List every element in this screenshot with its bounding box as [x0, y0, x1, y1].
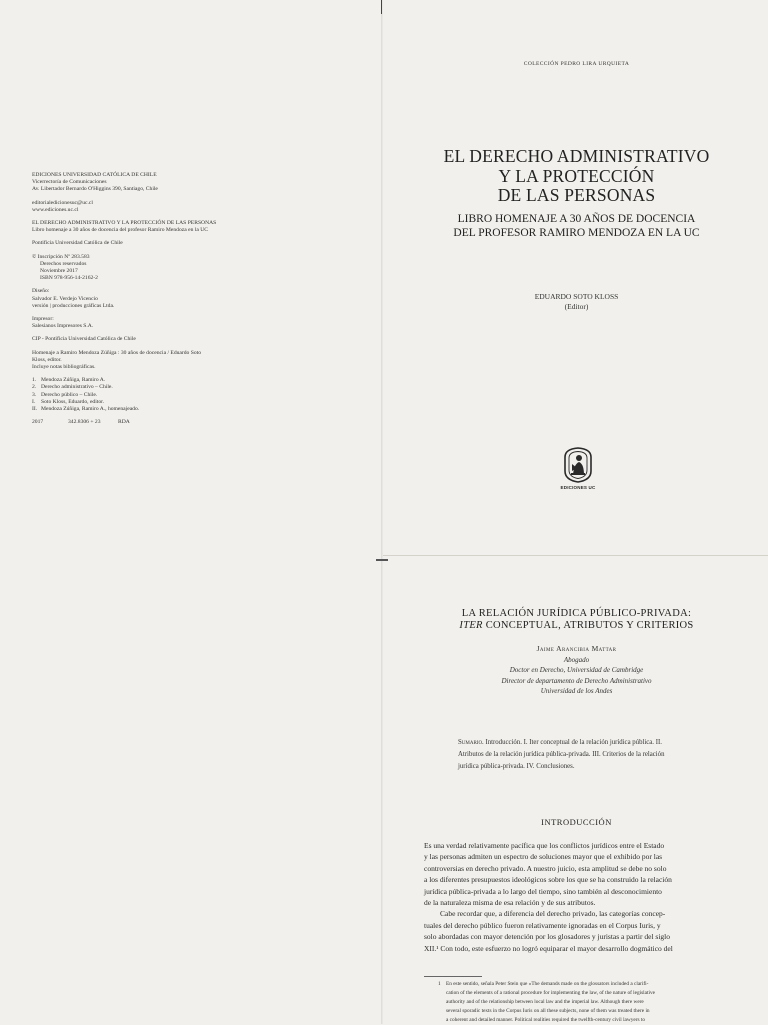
title-line: Y LA PROTECCIÓN — [498, 165, 655, 186]
classification-year: 2017 — [32, 419, 44, 426]
body-line: jurídica pública-privada a lo largo del tiempo, sino también al desconocimiento — [424, 886, 662, 896]
author-name: Jaime Arancibia Mattar — [536, 644, 617, 653]
footnote-line: authority and of the relationship between local law and the imperial law. Although there were — [446, 999, 644, 1005]
publisher-block — [32, 172, 242, 194]
body-line: solo abordadas con mayor detención por los glosadores y juristas a partir del siglo — [424, 932, 670, 942]
cip-heading: CIP - Pontificia Universidad Católica de Chile — [32, 336, 136, 343]
subjects-list — [32, 377, 242, 413]
publisher-email: editorialedicionesuc@uc.cl — [32, 199, 93, 206]
summary-line — [458, 737, 768, 749]
author-detail: Universidad de los Andes — [540, 687, 613, 695]
design-studio: versión | producciones gráficas Ltda. — [32, 302, 115, 309]
article-title-line: LA RELACIÓN JURÍDICA PÚBLICO-PRIVADA: — [461, 608, 692, 619]
footnote-rule — [424, 976, 482, 977]
cip-block — [32, 336, 242, 343]
body-line: tuales del derecho público fueron relativamente ignoradas en el Corpus Iuris, y — [424, 920, 661, 930]
copyright-block — [32, 240, 242, 247]
list-text: Derecho público – Chile. — [41, 391, 98, 398]
list-number: I. — [32, 398, 36, 405]
article-title-rest: CONCEPTUAL, ATRIBUTOS Y CRITERIOS — [482, 620, 694, 631]
list-item — [32, 384, 242, 391]
publication-date: Noviembre 2017 — [40, 268, 78, 275]
subtitle-line: DEL PROFESOR RAMIRO MENDOZA EN LA UC — [453, 227, 700, 239]
page-separator — [383, 555, 768, 556]
body-line: a los diferentes presupuestos ideológicos sobre los que se ha construido la relación — [424, 875, 672, 885]
crop-mark — [376, 559, 388, 561]
registration-block — [32, 254, 242, 283]
list-item — [32, 377, 242, 384]
publisher-logo-text: EDICIONES UC — [560, 485, 596, 490]
article-title-italic: ITER — [459, 620, 483, 631]
footnote-line: several sporadic texts in the Corpus Iuris on all these subjects, none of them was treated there in — [446, 1008, 650, 1014]
series-name: COLECCIÓN PEDRO LIRA URQUIETA — [523, 61, 630, 67]
summary-line: jurídica pública-privada. IV. Conclusiones. — [458, 763, 575, 771]
printer-block — [32, 316, 242, 330]
title-line: DE LAS PERSONAS — [497, 185, 656, 205]
book-title: EL DERECHO ADMINISTRATIVO Y LA PROTECCIÓN DE LAS PERSONAS — [32, 220, 217, 227]
list-text: Derecho administrativo – Chile. — [41, 384, 113, 391]
rights-reserved: Derechos reservados — [40, 260, 87, 267]
list-item — [32, 399, 242, 406]
body-line: XII.¹ Con todo, este esfuerzo no logró equiparar el mayor desarrollo dogmático del — [424, 943, 673, 953]
author-role: Abogado — [563, 655, 590, 664]
list-item — [32, 406, 242, 413]
body-line: de la naturaleza misma de esa relación y de sus atributos. — [424, 898, 596, 908]
article-title — [385, 608, 768, 632]
list-text: Mendoza Zúñiga, Ramiro A., homenajeado. — [41, 406, 140, 413]
author-block — [385, 644, 768, 697]
book-block — [32, 220, 242, 234]
summary-line: Atributos de la relación jurídica pública-privada. III. Criterios de la relación — [458, 751, 665, 759]
list-text: Mendoza Zúñiga, Ramiro A. — [41, 377, 106, 384]
list-item — [32, 392, 242, 399]
list-text: Soto Kloss, Eduardo, editor. — [41, 398, 105, 405]
book-main-title — [385, 147, 768, 206]
title-line: EL DERECHO ADMINISTRATIVO — [443, 146, 710, 166]
cip-entry-line: Incluye notas bibliográficas. — [32, 364, 96, 371]
classification-line — [32, 419, 242, 426]
colophon — [32, 172, 242, 426]
ediciones-uc-crest-icon — [563, 447, 593, 483]
editor-name: EDUARDO SOTO KLOSS — [534, 292, 619, 301]
designer-name: Salvador E. Verdejo Vicencio — [32, 295, 98, 302]
article-body — [424, 840, 768, 954]
article-title-line — [385, 620, 768, 632]
design-block — [32, 288, 242, 310]
section-heading: INTRODUCCIÓN — [541, 817, 612, 827]
summary-text: Introducción. I. Iter conceptual de la relación jurídica pública. II. — [483, 739, 662, 746]
summary-block — [458, 737, 768, 774]
footnote-line: En este sentido, señala Peter Stein que «The demands made on the glossators included a clarifi- — [446, 981, 649, 987]
list-number: 1. — [32, 377, 37, 384]
editor-block — [385, 292, 768, 312]
printer-label: Impresor: — [32, 316, 54, 323]
publisher-logo — [556, 447, 600, 503]
isbn: ISBN 978-956-14-2162-2 — [40, 275, 98, 282]
list-number: 3. — [32, 391, 37, 398]
list-number: 2. — [32, 384, 37, 391]
cip-entry — [32, 350, 242, 372]
publisher-website: www.ediciones.uc.cl — [32, 206, 79, 213]
footnote-line: a coherent and detailed manner. Political realities required the twelfth-century civil lawyers to — [446, 1017, 645, 1023]
author-detail: Doctor en Derecho, Universidad de Cambridge — [509, 666, 644, 674]
publisher-dept: Vicerrectoría de Comunicaciones — [32, 179, 107, 186]
copyright-holder: Pontificia Universidad Católica de Chile — [32, 240, 123, 247]
crop-mark — [381, 0, 382, 14]
book-subtitle: Libro homenaje a 30 años de docencia del profesor Ramiro Mendoza en la UC — [32, 227, 208, 234]
body-line: y las personas admiten un espectro de soluciones mayor que el exhibido por las — [424, 852, 663, 862]
publisher-address: Av. Libertador Bernardo O'Higgins 390, Santiago, Chile — [32, 186, 158, 193]
editor-role: (Editor) — [564, 302, 589, 311]
footnote-number: 1 — [438, 981, 441, 987]
list-number: II. — [32, 406, 38, 413]
design-label: Diseño: — [32, 288, 50, 295]
footnote-line: cation of the elements of a rational procedure for implementing the law, of the nature of legislative — [446, 990, 655, 996]
author-detail: Director de departamento de Derecho Administrativo — [501, 676, 652, 685]
classification-standard: RDA — [118, 419, 130, 426]
classification-code: 342.8306 + 23 — [68, 419, 101, 426]
contact-block — [32, 200, 242, 214]
cip-entry-line: Homenaje a Ramiro Mendoza Zúñiga : 30 años de docencia / Eduardo Soto — [32, 349, 202, 356]
printer-name: Salesianos Impresores S.A. — [32, 323, 94, 330]
subtitle-line: LIBRO HOMENAJE A 30 AÑOS DE DOCENCIA — [457, 213, 696, 225]
publisher-name: EDICIONES UNIVERSIDAD CATÓLICA DE CHILE — [32, 172, 157, 178]
body-line: Cabe recordar que, a diferencia del derecho privado, las categorías concep- — [440, 909, 666, 919]
summary-label: Sumario. — [458, 739, 484, 746]
cip-entry-line: Kloss, editor. — [32, 356, 62, 363]
book-subtitle-block — [385, 212, 768, 240]
footnote — [438, 980, 768, 1025]
body-line: controversias en derecho privado. A nuestro juicio, esta amplitud se debe no solo — [424, 863, 667, 873]
body-line: Es una verdad relativamente pacífica que los conflictos jurídicos entre el Estado — [424, 841, 665, 850]
book-gutter — [381, 0, 383, 1024]
registration-number: © Inscripción Nº 283.583 — [32, 253, 90, 260]
